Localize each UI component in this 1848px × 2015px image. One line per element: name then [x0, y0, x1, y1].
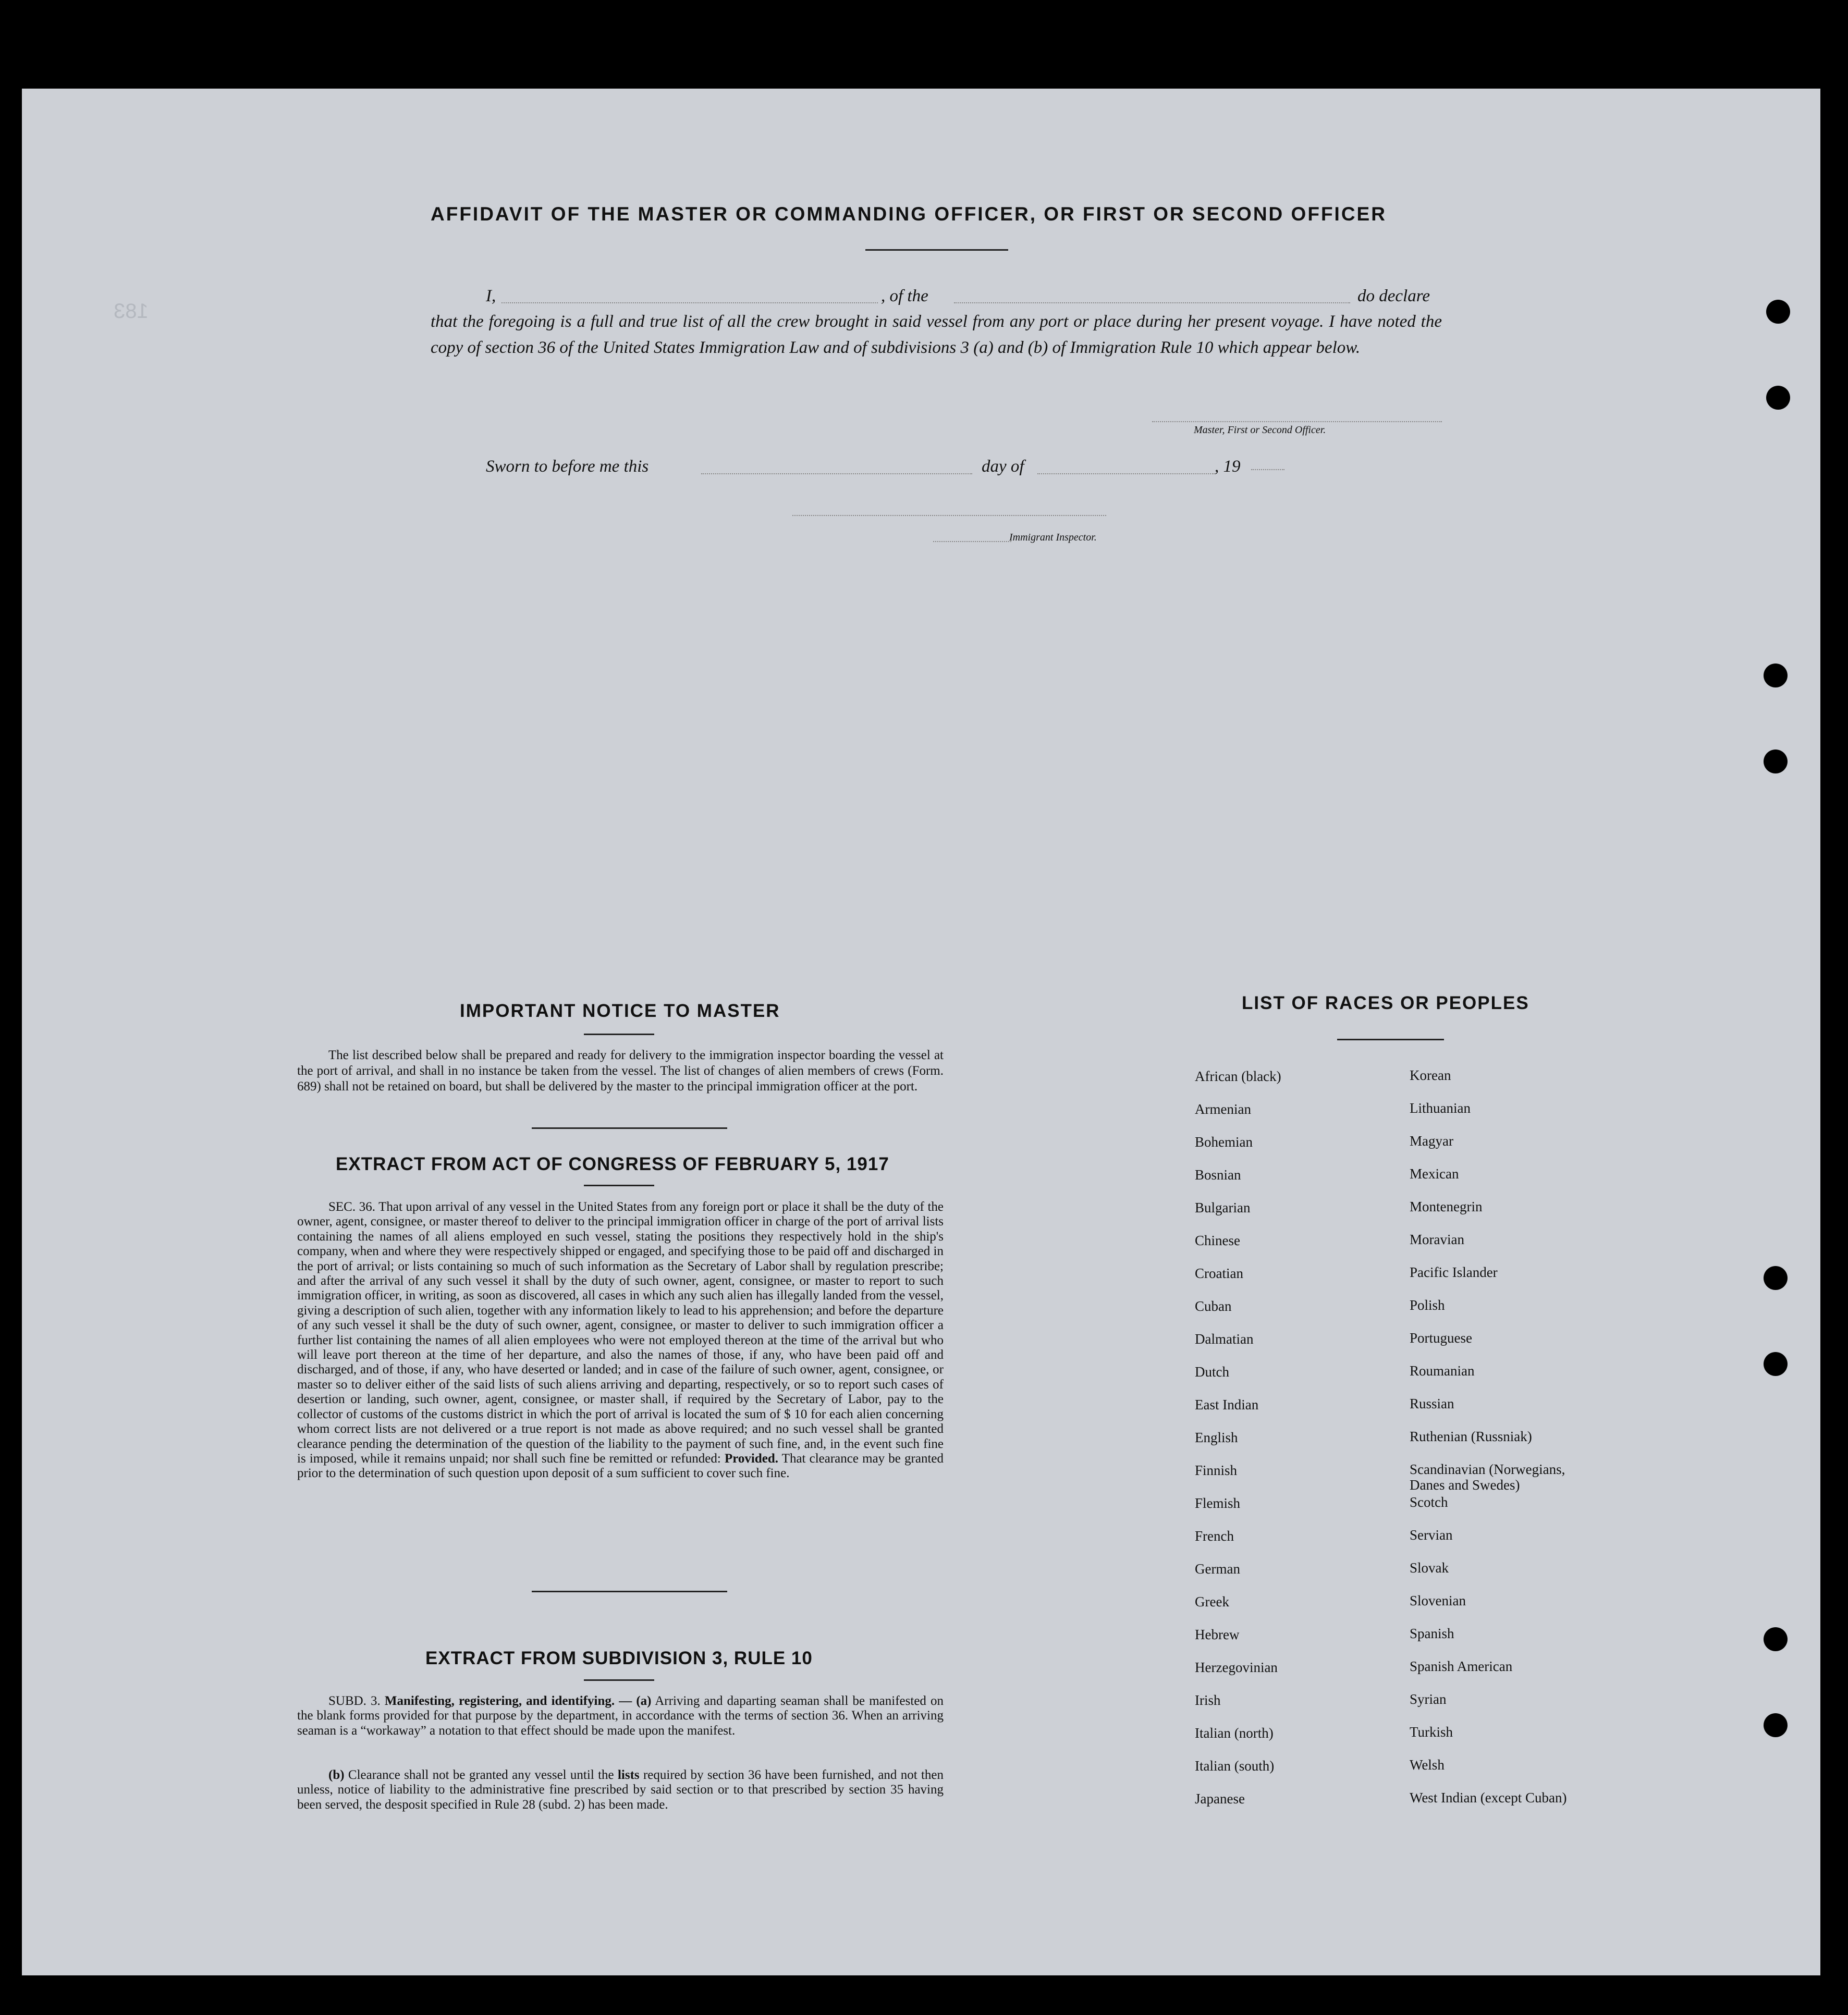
punch-hole	[1764, 750, 1788, 773]
race-item: English	[1195, 1430, 1238, 1445]
divider	[1337, 1039, 1444, 1040]
extract-act-body	[297, 1200, 944, 1481]
race-item: Slovak	[1410, 1560, 1449, 1576]
affidavit-title: AFFIDAVIT OF THE MASTER OR COMMANDING OFFICER, OR FIRST OR SECOND OFFICER	[431, 203, 1387, 225]
race-item: Bulgarian	[1195, 1200, 1251, 1215]
race-item: Chinese	[1195, 1233, 1240, 1248]
subd-a-text: Arriving and daparting seaman shall be manifested on the blank forms provided for that purpose by the department, in accordance with the terms of section 36. When an arriving seaman is a “workaway” a notation to that effect should be made upon the manifest.	[297, 1694, 944, 1738]
subd-b-text: Clearance shall not be granted any vessel until the	[348, 1768, 614, 1782]
divider	[584, 1185, 654, 1186]
provided-keyword: Provided.	[724, 1451, 778, 1466]
race-item: Spanish	[1410, 1626, 1454, 1641]
race-item: West Indian (except Cuban)	[1410, 1790, 1567, 1805]
race-item: Bohemian	[1195, 1134, 1253, 1150]
race-item: Italian (north)	[1195, 1725, 1274, 1741]
divider	[532, 1127, 727, 1129]
year-blank	[1251, 469, 1284, 470]
extract-rule-a	[297, 1694, 944, 1738]
race-item: Italian (south)	[1195, 1758, 1275, 1774]
race-item: Magyar	[1410, 1133, 1453, 1149]
race-item: Armenian	[1195, 1101, 1251, 1117]
affidavit-of-the-label: , of the	[881, 287, 928, 305]
race-item: French	[1195, 1528, 1234, 1544]
subd-label: SUBD. 3.	[328, 1694, 381, 1708]
race-item: Bosnian	[1195, 1167, 1241, 1183]
punch-hole	[1764, 1266, 1788, 1290]
inspector-signature-line	[792, 515, 1106, 516]
race-item: African (black)	[1195, 1068, 1281, 1084]
subd-b-text-end: required by section 36 have been furnished, and not then unless, notice of liability to the administrative fine prescribed by said section or to that prescribed by section 35 having been served, the desposit specified in Rule 28 (subd. 2) has been made.	[297, 1768, 944, 1812]
race-item: Scotch	[1410, 1494, 1448, 1510]
race-item: Dalmatian	[1195, 1331, 1254, 1347]
races-title: LIST OF RACES OR PEOPLES	[1242, 993, 1529, 1013]
extract-rule-title: EXTRACT FROM SUBDIVISION 3, RULE 10	[425, 1648, 813, 1668]
document-page	[22, 89, 1820, 1975]
sworn-text: Sworn to before me this	[486, 457, 649, 476]
race-item: Pacific Islander	[1410, 1264, 1498, 1280]
race-item: Korean	[1410, 1067, 1451, 1083]
notice-body: The list described below shall be prepared and ready for delivery to the immigration inspector boarding the vessel at the port of arrival, and shall in no instance be taken from the vessel. The list of changes of alien members of crews (Form. 689) shall not be retained on board, but shall be delivered by the master to the principal immigration officer at the port.	[297, 1048, 944, 1093]
inspector-signature-line	[933, 541, 1011, 542]
race-item: Moravian	[1410, 1232, 1464, 1247]
race-item: Slovenian	[1410, 1593, 1466, 1608]
affidavit-do-declare: do declare	[1357, 287, 1430, 305]
extract-act-title: EXTRACT FROM ACT OF CONGRESS OF FEBRUARY 5, 1917	[336, 1154, 889, 1174]
extract-act-text: SEC. 36. That upon arrival of any vessel in the United States from any foreign port or place it shall be the duty of the owner, agent, consignee, or master thereof to deliver to the principal immigration officer in charge of the port of arrival lists containing the names of all aliens employed en such vessel, stating the positions they respectively hold in the ship's company, when and where they were respectively shipped or engaged, and specifying those to be paid off and discharged in the port of arrival; or lists containing so much of such information as the Secretary of Labor shall by regulation prescribe; and after the arrival of any such vessel it shall by the duty of such owner, agent, consignee, or master to report to such immigration officer, in writing, as soon as discovered, all cases in which any such alien has illegally landed from the vessel, giving a description of such alien, together with any information likely to lead to his apprehension; and before the departure of any such vessel it shall be the duty of such owner, agent, consignee, or master to deliver to such immigration officer a further list containing the names of all alien employees who were not employed thereon at the time of the arrival but who will leave port thereon at the time of her departure, and also the names of those, if any, who have been paid off and discharged, and of those, if any, who have deserted or landed; and in case of the failure of such owner, agent, consignee, or master so to deliver either of the said lists of such aliens arriving and departing, respectively, or so to report such cases of desertion or landing, such owner, agent, consignee, or master shall, if required by the Secretary of Labor, pay to the collector of customs of the customs district in which the port of arrival is located the sum of $ 10 for each alien concerning whom correct lists are not delivered or a true report is not made as above required; and no such vessel shall be granted clearance pending the determination of the question of the liability to the payment of such fine, and, in the event such fine is imposed, while it remains unpaid; nor shall such fine be remitted or refunded:	[297, 1200, 944, 1466]
race-item: Welsh	[1410, 1757, 1445, 1773]
race-item: Herzegovinian	[1195, 1660, 1278, 1675]
punch-hole	[1764, 1627, 1788, 1651]
subd-a-label: — (a)	[619, 1694, 652, 1708]
race-item: Dutch	[1195, 1364, 1229, 1380]
race-item: Polish	[1410, 1297, 1445, 1313]
day-blank	[701, 473, 972, 474]
inspector-caption: Immigrant Inspector.	[1009, 532, 1097, 543]
subd-heading: Manifesting, registering, and identifying.	[384, 1694, 615, 1708]
punch-hole	[1764, 664, 1788, 687]
master-signature-line	[1152, 421, 1442, 422]
month-blank	[1037, 473, 1215, 474]
master-caption: Master, First or Second Officer.	[1194, 424, 1326, 436]
extract-rule-b	[297, 1768, 944, 1812]
affidavit-i-label: I,	[486, 287, 496, 305]
race-item: Portuguese	[1410, 1330, 1472, 1346]
race-item: Japanese	[1195, 1791, 1245, 1807]
race-item: Syrian	[1410, 1691, 1447, 1707]
punch-hole	[1764, 1352, 1788, 1376]
race-item: Servian	[1410, 1527, 1453, 1543]
day-of-label: day of	[982, 457, 1024, 476]
extract-act-text-end: That clearance may be granted prior to the determination of such question upon deposit of a sum sufficient to cover such fine.	[297, 1451, 944, 1481]
race-item: German	[1195, 1561, 1240, 1577]
divider	[865, 249, 1008, 251]
race-item: Russian	[1410, 1396, 1454, 1411]
race-item: Spanish American	[1410, 1658, 1513, 1674]
lists-keyword: lists	[617, 1768, 640, 1782]
divider	[584, 1034, 654, 1035]
year-prefix: , 19	[1215, 457, 1241, 476]
punch-hole	[1766, 386, 1790, 410]
race-item: Croatian	[1195, 1265, 1243, 1281]
race-item: Flemish	[1195, 1495, 1241, 1511]
race-item: Hebrew	[1195, 1627, 1240, 1642]
punch-hole	[1764, 1713, 1788, 1737]
race-item: Ruthenian (Russniak)	[1410, 1429, 1532, 1444]
affidavit-body: that the foregoing is a full and true list of all the crew brought in said vessel from any port or place during her present voyage. I have noted the copy of section 36 of the United States Immigration Law and of subdivisions 3 (a) and (b) of Immigration Rule 10 which appear below.	[431, 312, 1442, 357]
bleed-through-number: 183	[114, 300, 149, 323]
race-item: Irish	[1195, 1692, 1221, 1708]
race-item: Roumanian	[1410, 1363, 1475, 1379]
race-item: Montenegrin	[1410, 1199, 1483, 1214]
race-item: Mexican	[1410, 1166, 1459, 1182]
divider	[532, 1591, 727, 1592]
punch-hole	[1766, 300, 1790, 324]
race-item: East Indian	[1195, 1397, 1259, 1412]
vessel-blank	[954, 302, 1350, 303]
notice-title: IMPORTANT NOTICE TO MASTER	[460, 1001, 780, 1021]
race-item: Greek	[1195, 1594, 1229, 1609]
race-item: Cuban	[1195, 1298, 1232, 1314]
race-item: Turkish	[1410, 1724, 1453, 1740]
race-item: Scandinavian (Norwegians, Danes and Swedes)	[1410, 1461, 1565, 1493]
subd-b-label: (b)	[328, 1768, 345, 1782]
name-blank	[501, 302, 878, 303]
race-item: Lithuanian	[1410, 1100, 1471, 1116]
divider	[584, 1679, 654, 1681]
race-item: Finnish	[1195, 1463, 1238, 1478]
